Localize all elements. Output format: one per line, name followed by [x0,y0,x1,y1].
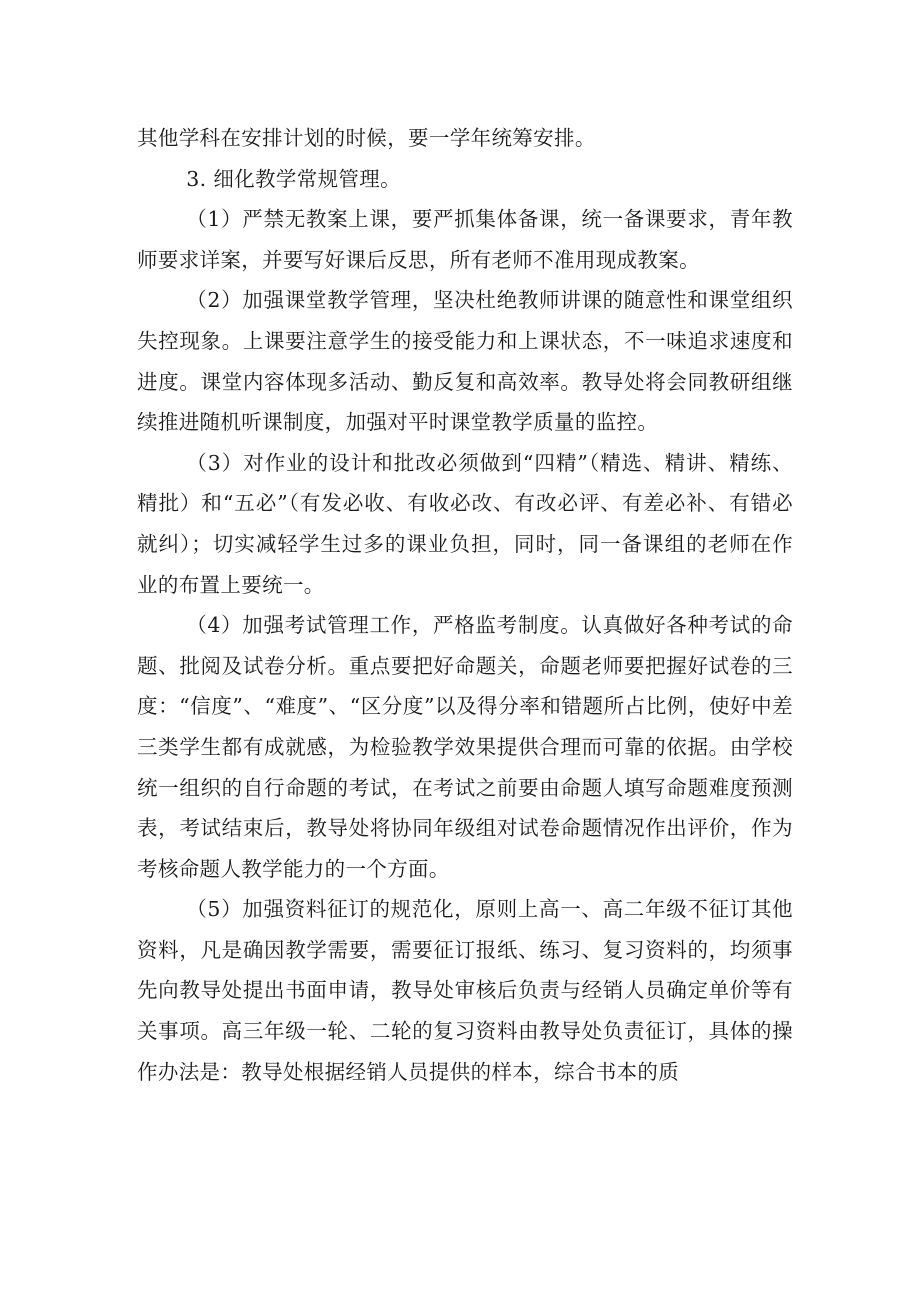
section-heading-refine-teaching-routine: 3. 细化教学常规管理。 [186,166,401,191]
paragraph-item-3-homework: （3）对作业的设计和批改必须做到“四精”（精选、精讲、精练、精批）和“五必”（有发必收、有收必改、有改必评、有差必补、有错必就纠）；切实减轻学生过多的课业负担，同时，同一备课组的老师在作业的布置上要统一。 [137,450,793,597]
document-body [137,118,793,1092]
paragraph-item-2-classroom-management: （2）加强课堂教学管理，坚决杜绝教师讲课的随意性和课堂组织失控现象。上课要注意学生的接受能力和上课状态，不一味追求速度和进度。课堂内容体现多活动、勤反复和高效率。教导处将会同教研组继续推进随机听课制度，加强对平时课堂教学质量的监控。 [137,288,793,435]
paragraph-item-5-materials-ordering: （5）加强资料征订的规范化，原则上高一、高二年级不征订其他资料，凡是确因教学需要，需要征订报纸、练习、复习资料的，均须事先向教导处提出书面申请，教导处审核后负责与经销人员确定单价等有关事项。高三年级一轮、二轮的复习资料由教导处负责征订，具体的操作办法是：教导处根据经销人员提供的样本，综合书本的质 [137,897,793,1084]
paragraph-item-4-exam-management: （4）加强考试管理工作，严格监考制度。认真做好各种考试的命题、批阅及试卷分析。重点要把好命题关，命题老师要把握好试卷的三度：“信度”、“难度”、“区分度”以及得分率和错题所占比例，使好中差三类学生都有成就感，为检验教学效果提供合理而可靠的依据。由学校统一组织的自行命题的考试，在考试之前要由命题人填写命题难度预测表，考试结束后，教导处将协同年级组对试卷命题情况作出评价，作为考核命题人教学能力的一个方面。 [137,613,793,881]
paragraph-continuation: 其他学科在安排计划的时候，要一学年统筹安排。 [137,126,596,150]
paragraph-item-1-lesson-plans: （1）严禁无教案上课，要严抓集体备课，统一备课要求，青年教师要求详案，并要写好课后反思，所有老师不准用现成教案。 [137,207,793,272]
